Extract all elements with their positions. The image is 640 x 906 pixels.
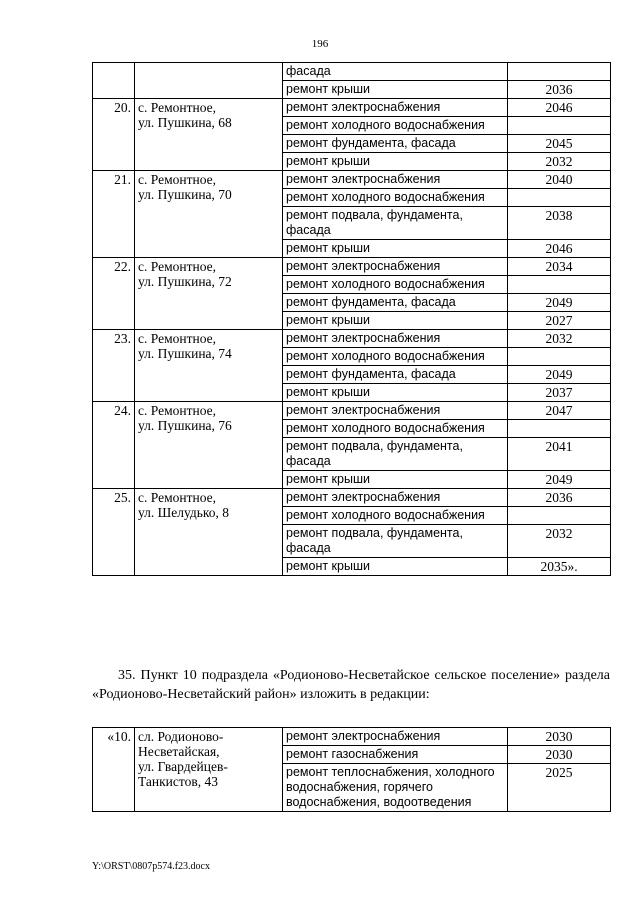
table-row (93, 728, 611, 746)
address-line: ул. Пушкина, 70 (138, 187, 232, 202)
planned-year (508, 420, 611, 438)
work-type: ремонт подвала, фундамента, фасада (283, 207, 508, 240)
planned-year (508, 117, 611, 135)
table-row (93, 330, 611, 348)
amendment-paragraph: 35. Пункт 10 подраздела «Родионово-Несветайское сельское поселение» раздела «Родионово-Несветайский район» изложить в редакции: (92, 668, 610, 702)
work-type: ремонт электроснабжения (283, 402, 508, 420)
item-number: «10. (93, 728, 135, 812)
item-number (93, 63, 135, 99)
address-line: ул. Гвардейцев- (138, 759, 228, 774)
address-line: сл. Родионово- (138, 729, 224, 744)
replacement-table-body (93, 728, 611, 812)
work-type: ремонт подвала, фундамента, фасада (283, 438, 508, 471)
address-line: ул. Пушкина, 68 (138, 115, 232, 130)
objects-table-body (93, 63, 611, 576)
address-cell (135, 99, 283, 171)
objects-table (92, 62, 611, 576)
item-number: 20. (93, 99, 135, 171)
address-line: ул. Пушкина, 76 (138, 418, 232, 433)
table-row (93, 99, 611, 117)
planned-year: 2027 (508, 312, 611, 330)
work-type: ремонт крыши (283, 471, 508, 489)
replacement-table (92, 727, 611, 812)
address-cell (135, 258, 283, 330)
address-line: с. Ремонтное, (138, 259, 216, 274)
work-type: ремонт электроснабжения (283, 330, 508, 348)
planned-year: 2046 (508, 99, 611, 117)
address-line: с. Ремонтное, (138, 490, 216, 505)
address-line: ул. Пушкина, 74 (138, 346, 232, 361)
work-type: ремонт фундамента, фасада (283, 294, 508, 312)
work-type: ремонт крыши (283, 240, 508, 258)
table-row (93, 171, 611, 189)
work-type: ремонт теплоснабжения, холодного водоснабжения, горячего водоснабжения, водоотведения (283, 764, 508, 812)
address-line: с. Ремонтное, (138, 331, 216, 346)
planned-year: 2045 (508, 135, 611, 153)
planned-year: 2032 (508, 525, 611, 558)
item-number: 21. (93, 171, 135, 258)
planned-year: 2038 (508, 207, 611, 240)
item-number: 22. (93, 258, 135, 330)
planned-year: 2030 (508, 746, 611, 764)
address-cell (135, 728, 283, 812)
planned-year: 2030 (508, 728, 611, 746)
planned-year: 2040 (508, 171, 611, 189)
planned-year (508, 63, 611, 81)
planned-year: 2046 (508, 240, 611, 258)
work-type: ремонт подвала, фундамента, фасада (283, 525, 508, 558)
item-number: 24. (93, 402, 135, 489)
planned-year (508, 348, 611, 366)
work-type: ремонт электроснабжения (283, 171, 508, 189)
address-cell (135, 63, 283, 99)
address-line: с. Ремонтное, (138, 100, 216, 115)
file-path-footer: Y:\ORST\0807p574.f23.docx (92, 861, 210, 872)
work-type: фасада (283, 63, 508, 81)
address-line: Танкистов, 43 (138, 774, 218, 789)
address-line: с. Ремонтное, (138, 403, 216, 418)
work-type: ремонт крыши (283, 153, 508, 171)
work-type: ремонт холодного водоснабжения (283, 348, 508, 366)
table-row (93, 402, 611, 420)
table-row (93, 63, 611, 81)
address-cell (135, 171, 283, 258)
planned-year: 2036 (508, 81, 611, 99)
address-line: с. Ремонтное, (138, 172, 216, 187)
planned-year: 2035». (508, 558, 611, 576)
work-type: ремонт холодного водоснабжения (283, 117, 508, 135)
planned-year (508, 189, 611, 207)
address-cell (135, 489, 283, 576)
work-type: ремонт крыши (283, 312, 508, 330)
work-type: ремонт крыши (283, 384, 508, 402)
item-number: 25. (93, 489, 135, 576)
planned-year: 2025 (508, 764, 611, 812)
planned-year (508, 276, 611, 294)
work-type: ремонт газоснабжения (283, 746, 508, 764)
address-cell (135, 330, 283, 402)
work-type: ремонт электроснабжения (283, 99, 508, 117)
work-type: ремонт электроснабжения (283, 728, 508, 746)
work-type: ремонт холодного водоснабжения (283, 276, 508, 294)
work-type: ремонт фундамента, фасада (283, 366, 508, 384)
planned-year: 2036 (508, 489, 611, 507)
planned-year: 2037 (508, 384, 611, 402)
work-type: ремонт холодного водоснабжения (283, 420, 508, 438)
address-line: ул. Шелудько, 8 (138, 505, 230, 520)
planned-year: 2049 (508, 471, 611, 489)
planned-year: 2047 (508, 402, 611, 420)
planned-year: 2049 (508, 366, 611, 384)
table-row (93, 489, 611, 507)
work-type: ремонт холодного водоснабжения (283, 189, 508, 207)
address-line: Несветайская, (138, 744, 220, 759)
table-row (93, 258, 611, 276)
item-number: 23. (93, 330, 135, 402)
work-type: ремонт фундамента, фасада (283, 135, 508, 153)
work-type: ремонт крыши (283, 558, 508, 576)
work-type: ремонт крыши (283, 81, 508, 99)
planned-year: 2032 (508, 330, 611, 348)
work-type: ремонт электроснабжения (283, 258, 508, 276)
planned-year: 2049 (508, 294, 611, 312)
planned-year (508, 507, 611, 525)
planned-year: 2032 (508, 153, 611, 171)
planned-year: 2041 (508, 438, 611, 471)
planned-year: 2034 (508, 258, 611, 276)
page-number: 196 (311, 38, 329, 50)
address-line: ул. Пушкина, 72 (138, 274, 232, 289)
address-cell (135, 402, 283, 489)
work-type: ремонт электроснабжения (283, 489, 508, 507)
work-type: ремонт холодного водоснабжения (283, 507, 508, 525)
